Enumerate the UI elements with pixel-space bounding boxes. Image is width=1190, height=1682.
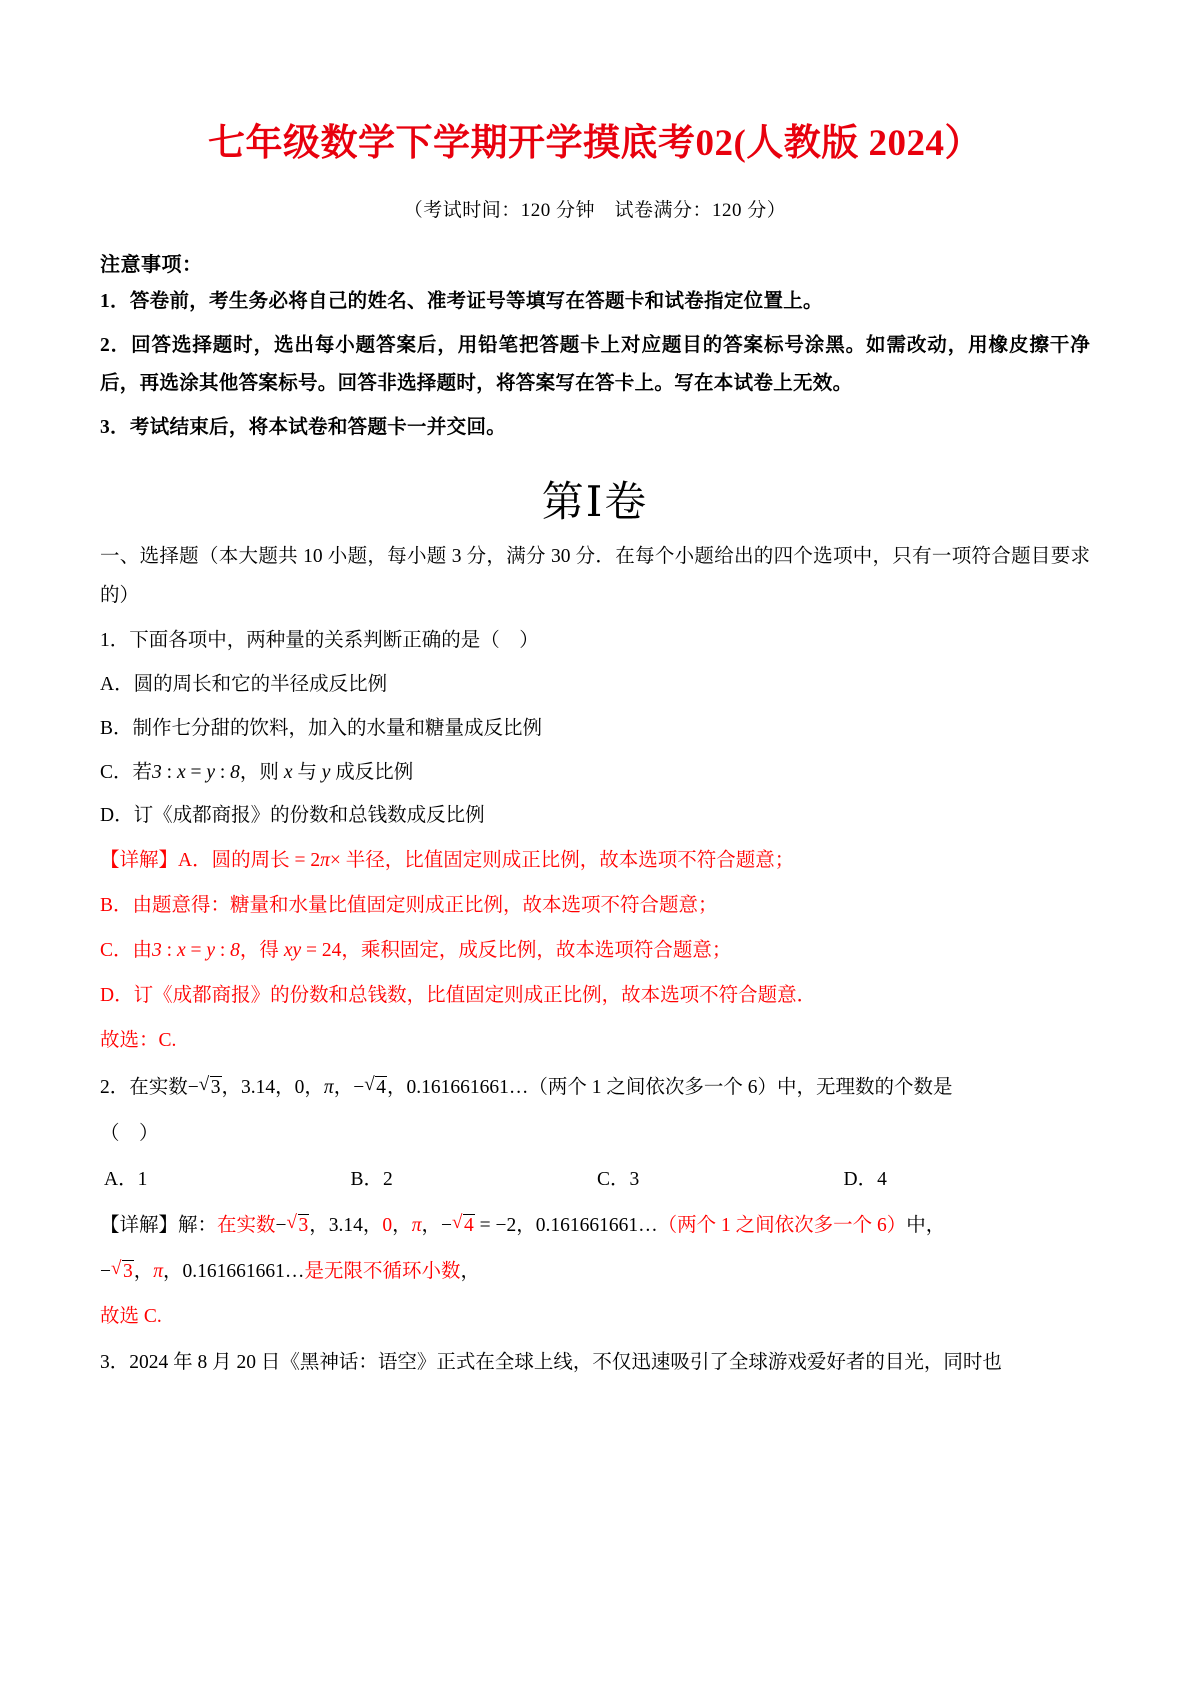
question-2-choice-a: A．1 [104,1169,148,1191]
question-2-choices [100,1160,1090,1200]
question-3-stem: 3．2024 年 8 月 20 日《黑神话：语空》正式在全球上线，不仅迅速吸引了全球游戏爱好者的目光，同时也 [100,1352,1002,1374]
page-title: 七年级数学下学期开学摸底考02(人教版 2024） [207,123,983,164]
question-1-explanation-line-4: D．订《成都商报》的份数和总钱数，比值固定则成正比例，故本选项不符合题意． [100,985,817,1007]
question-1-explanation-line-2: B．由题意得：糖量和水量比值固定则成正比例，故本选项不符合题意； [100,895,718,917]
question-1-explanation-line-1: 【详解】A．圆的周长 = 2π× 半径，比值固定则成正比例，故本选项不符合题意； [100,850,795,872]
section-heading: 一、选择题（本大题共 10 小题，每小题 3 分，满分 30 分．在每个小题给出的四个选项中，只有一项符合题目要求的） [100,545,1090,606]
question-2-choice-d: D．4 [843,1169,887,1191]
exam-subtitle: （考试时间：120 分钟 试卷满分：120 分） [403,199,787,221]
notice-item-3: 3．考试结束后，将本试卷和答题卡一并交回。 [100,416,507,438]
paper-part-heading: 第Ⅰ卷 [541,479,649,526]
notice-item-2: 2．回答选择题时，选出每小题答案后，用铅笔把答题卡上对应题目的答案标号涂黑。如需改动，用橡皮擦干净后，再选涂其他答案标号。回答非选择题时，将答案写在答卡上。写在本试卷上无效。 [100,334,1090,394]
question-1-answer: 故选：C. [100,1030,177,1052]
question-1-stem: 1．下面各项中，两种量的关系判断正确的是（ ） [100,629,539,651]
notice-item-1: 1．答卷前，考生务必将自己的姓名、准考证号等填写在答题卡和试卷指定位置上。 [100,290,823,312]
question-2-choice-b: B．2 [350,1169,393,1191]
question-1-option-c: C．若3 : x = y : 8，则 x 与 y 成反比例 [100,761,414,783]
question-1-option-a: A．圆的周长和它的半径成反比例 [100,673,388,695]
question-2-explanation-line-2: − √ 3，π，0.161661661…是无限不循环小数， [100,1251,1090,1292]
question-2-stem: 2．在实数− √ 3，3.14，0，π，− √ 4，0.161661661…（两个 1 之间依次多一个 6）中，无理数的个数是 [100,1067,1090,1108]
question-1-explanation-line-3: C．由3 : x = y : 8，得 xy = 24，乘积固定，成反比例，故本选项符合题意； [100,940,732,962]
question-2-stem-cont: （ ） [100,1123,159,1145]
question-2-answer: 故选 C. [100,1306,162,1328]
notice-heading: 注意事项： [100,253,203,276]
question-2-choice-c: C．3 [597,1169,640,1191]
question-1-option-d: D．订《成都商报》的份数和总钱数成反比例 [100,805,485,827]
question-1-option-b: B．制作七分甜的饮料，加入的水量和糖量成反比例 [100,717,543,739]
question-2-explanation-line-1: 【详解】解：在实数− √ 3，3.14，0，π，− √ 4 = −2，0.161661661…（两个 1 之间依次多一个 6）中， [100,1205,1090,1246]
